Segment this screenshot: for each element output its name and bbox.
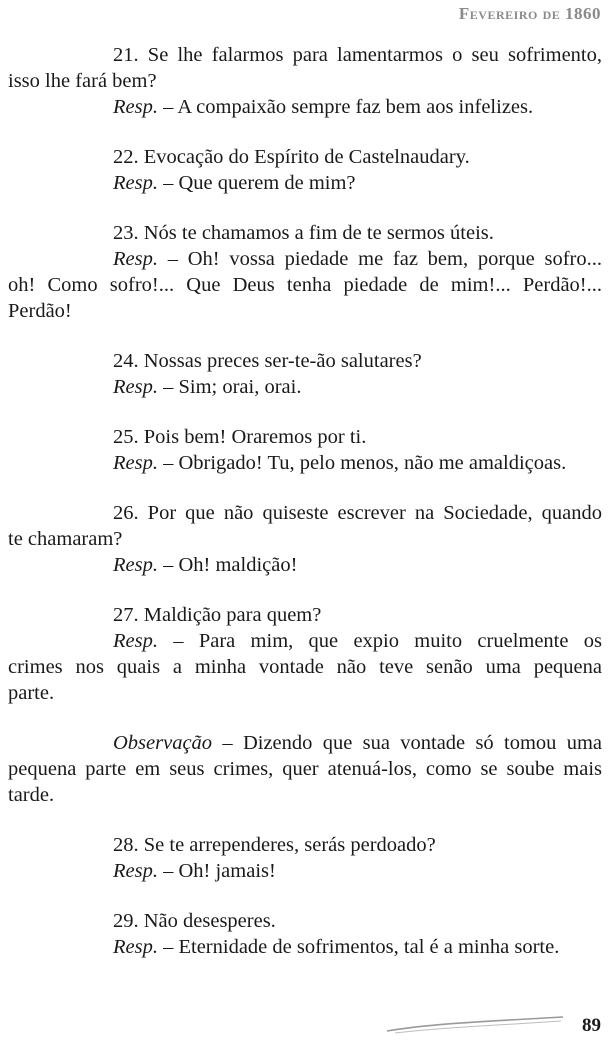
observation-line	[8, 730, 602, 756]
qa-block-29	[8, 908, 602, 960]
question-line: 22. Evocação do Espírito de Castelnaudary.	[113, 146, 470, 168]
observation-line: pequena parte em seus crimes, quer atenuá-los, como se soube mais	[8, 758, 602, 780]
question-line: te chamaram?	[8, 528, 123, 550]
answer-text: – Eternidade de sofrimentos, tal é a minha sorte.	[163, 936, 560, 958]
running-header: Fevereiro de 1860	[458, 4, 601, 23]
question-line: 29. Não desesperes.	[113, 910, 276, 932]
question-line: isso lhe fará bem?	[8, 70, 157, 92]
answer-line	[8, 934, 602, 960]
qa-block-27	[8, 602, 602, 706]
answer-line: crimes nos quais a minha vontade não teve senão uma pequena	[8, 656, 602, 678]
question-line: 25. Pois bem! Oraremos por ti.	[113, 426, 367, 448]
answer-text: – Oh! maldição!	[163, 554, 298, 576]
observation-line: tarde.	[8, 784, 55, 806]
resp-label: Resp.	[113, 452, 158, 474]
answer-text: – Que querem de mim?	[163, 172, 356, 194]
observation-label: Observação	[113, 732, 213, 754]
qa-block-23	[8, 220, 602, 324]
answer-line	[8, 450, 602, 476]
qa-block-28	[8, 832, 602, 884]
qa-block-24	[8, 348, 602, 400]
answer-line	[8, 94, 602, 120]
question-line: 23. Nós te chamamos a fim de te sermos úteis.	[113, 222, 494, 244]
observation-text: – Dizendo que sua vontade só tomou uma	[222, 732, 602, 754]
answer-text: – A compaixão sempre faz bem aos infelizes.	[163, 96, 534, 118]
answer-line	[8, 374, 602, 400]
question-line: 21. Se lhe falarmos para lamentarmos o seu sofrimento,	[113, 44, 602, 66]
qa-block-25	[8, 424, 602, 476]
answer-text: – Para mim, que expio muito cruelmente os	[173, 630, 602, 652]
question-line: 27. Maldição para quem?	[113, 604, 322, 626]
answer-line	[8, 246, 602, 272]
qa-block-22	[8, 144, 602, 196]
observation-block	[8, 730, 602, 808]
question-line: 26. Por que não quiseste escrever na Sociedade, quando	[113, 502, 602, 524]
answer-line	[8, 170, 602, 196]
resp-label: Resp.	[113, 554, 158, 576]
answer-text: – Oh! jamais!	[163, 860, 276, 882]
answer-line	[8, 858, 602, 884]
resp-label: Resp.	[113, 96, 158, 118]
answer-line	[8, 552, 602, 578]
resp-label: Resp.	[113, 376, 158, 398]
qa-block-26	[8, 500, 602, 578]
decorative-swoosh	[385, 1013, 565, 1037]
resp-label: Resp.	[113, 172, 158, 194]
resp-label: Resp.	[113, 936, 158, 958]
qa-block-21	[8, 42, 602, 120]
question-line: 28. Se te arrependeres, serás perdoado?	[113, 834, 436, 856]
resp-label: Resp.	[113, 860, 158, 882]
page-body	[8, 42, 602, 984]
page-number: 89	[582, 1015, 601, 1036]
answer-line: parte.	[8, 682, 55, 704]
resp-label: Resp.	[113, 630, 158, 652]
answer-line: oh! Como sofro!... Que Deus tenha piedade de mim!... Perdão!...	[8, 274, 602, 296]
answer-text: – Sim; orai, orai.	[163, 376, 302, 398]
answer-line: Perdão!	[8, 300, 72, 322]
answer-text: – Obrigado! Tu, pelo menos, não me amaldiçoas.	[163, 452, 567, 474]
answer-text: – Oh! vossa piedade me faz bem, porque sofro...	[167, 248, 602, 270]
resp-label: Resp.	[113, 248, 158, 270]
question-line: 24. Nossas preces ser-te-ão salutares?	[113, 350, 422, 372]
answer-line	[8, 628, 602, 654]
